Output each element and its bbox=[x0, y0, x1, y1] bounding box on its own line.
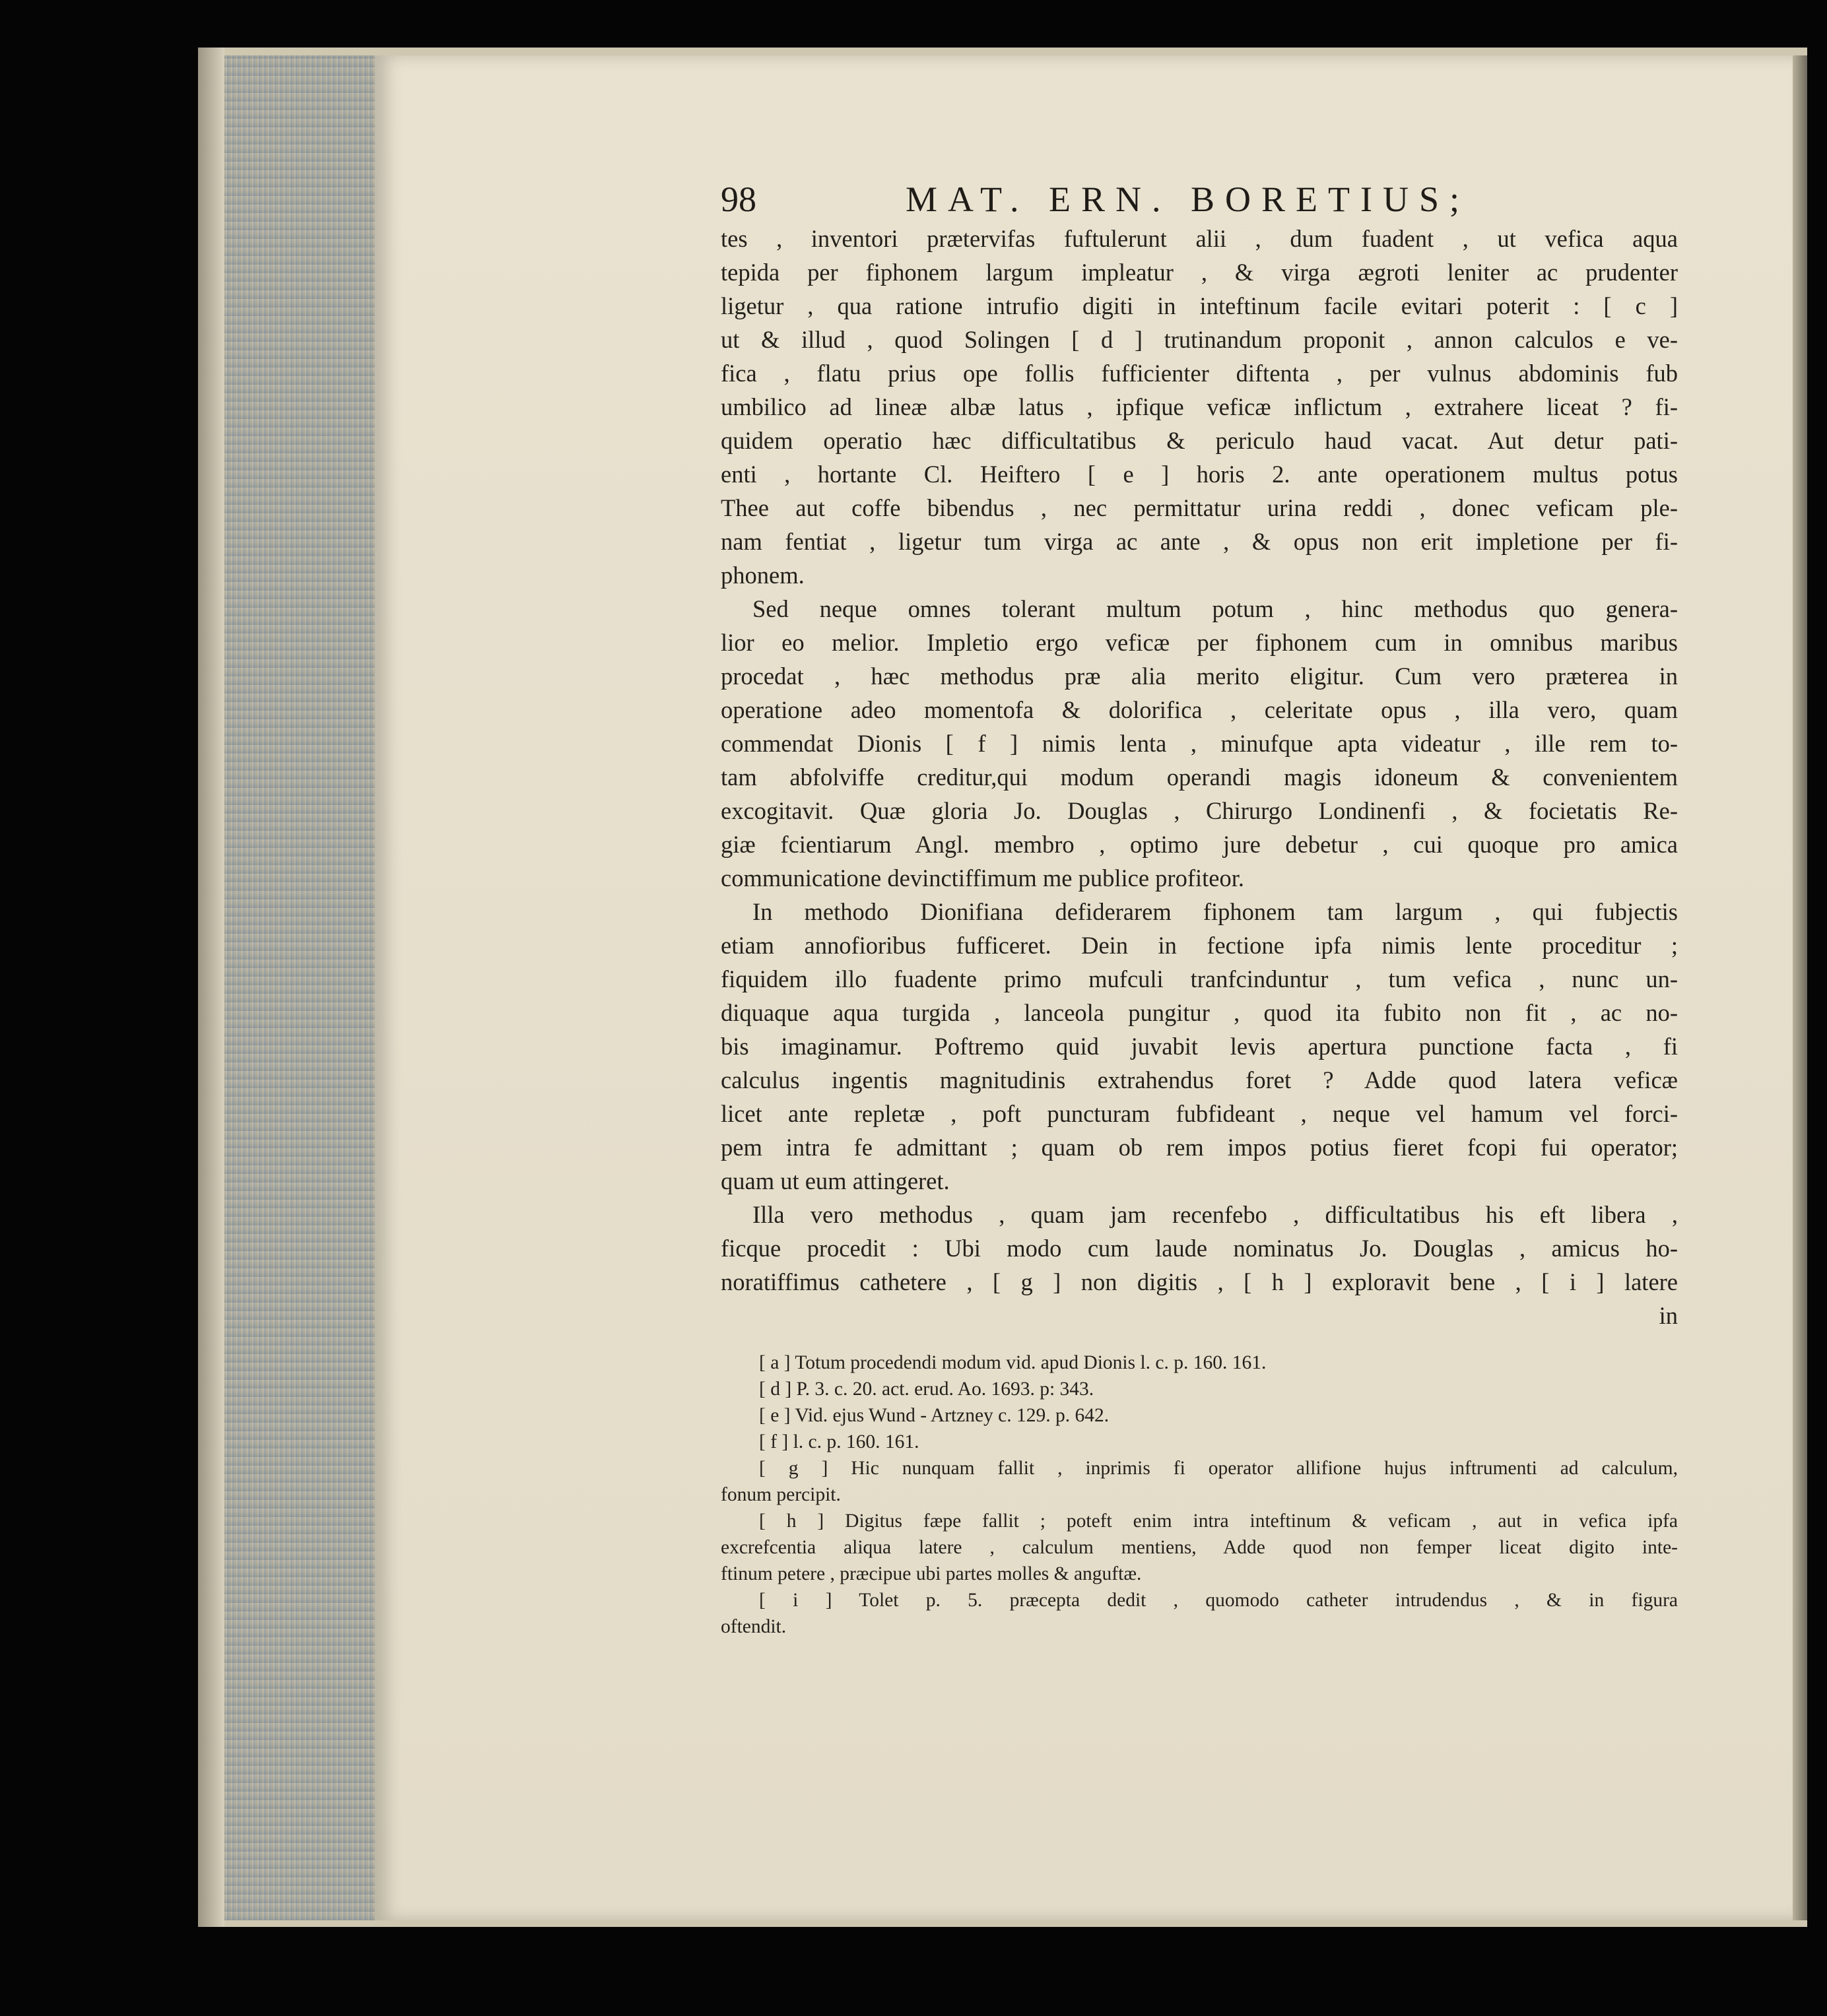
text-line: nam fentiat , ligetur tum virga ac ante , & opus non erit impletione per fi- bbox=[721, 528, 1678, 555]
text-line: procedat , hæc methodus præ alia merito eligitur. Cum vero præterea in bbox=[721, 663, 1678, 690]
text-line: ficque procedit : Ubi modo cum laude nominatus Jo. Douglas , amicus ho- bbox=[721, 1235, 1678, 1262]
text-line: umbilico ad lineæ albæ latus , ipfique veficæ inflictum , extrahere liceat ? fi- bbox=[721, 393, 1678, 420]
text-line: bis imaginamur. Poftremo quid juvabit levis apertura punctione facta , fi bbox=[721, 1033, 1678, 1060]
text-line: giæ fcientiarum Angl. membro , optimo jure debetur , cui quoque pro amica bbox=[721, 831, 1678, 858]
footnote-line: [ h ] Digitus fæpe fallit ; poteft enim intra inteftinum & veficam , aut in vefica ipfa bbox=[759, 1511, 1678, 1532]
catchword: in bbox=[1659, 1302, 1678, 1329]
footnote-line: [ e ] Vid. ejus Wund - Artzney c. 129. p. 642. bbox=[759, 1405, 1110, 1426]
text-line: commendat Dionis [ f ] nimis lenta , minufque apta videatur , ille rem to- bbox=[721, 730, 1678, 757]
text-line: Sed neque omnes tolerant multum potum , hinc methodus quo genera- bbox=[752, 595, 1678, 622]
footnote-line: [ a ] Totum procedendi modum vid. apud Dionis l. c. p. 160. 161. bbox=[759, 1352, 1267, 1373]
text-line: enti , hortante Cl. Heiftero [ e ] horis 2. ante operationem multus potus bbox=[721, 461, 1678, 488]
text-line: In methodo Dionifiana defiderarem fiphonem tam largum , qui fubjectis bbox=[752, 898, 1678, 925]
page-edges bbox=[224, 55, 375, 1920]
text-line: quidem operatio hæc difficultatibus & periculo haud vacat. Aut detur pati- bbox=[721, 427, 1678, 454]
text-line: operatione adeo momentofa & dolorifica , celeritate opus , illa vero, quam bbox=[721, 696, 1678, 723]
text-line: fiquidem illo fuadente primo mufculi tranfcinduntur , tum vefica , nunc un- bbox=[721, 965, 1678, 992]
text-line: noratiffimus cathetere , [ g ] non digitis , [ h ] exploravit bene , [ i ] latere bbox=[721, 1268, 1678, 1295]
footnotes bbox=[721, 1349, 1678, 1640]
text-line: communicatione devinctiffimum me publice profiteor. bbox=[721, 864, 1244, 892]
footnote-line: [ i ] Tolet p. 5. præcepta dedit , quomodo catheter intrudendus , & in figura bbox=[759, 1590, 1678, 1611]
page-gutter-shadow bbox=[1793, 55, 1807, 1920]
main-text bbox=[721, 222, 1678, 1332]
text-line: tam abfolviffe creditur,qui modum operandi magis idoneum & convenientem bbox=[721, 764, 1678, 791]
page-number: 98 bbox=[721, 179, 756, 219]
text-line: tes , inventori prætervifas fuftulerunt alii , dum fuadent , ut vefica aqua bbox=[721, 225, 1678, 252]
text-line: diquaque aqua turgida , lanceola pungitur , quod ita fubito non fit , ac no- bbox=[721, 999, 1678, 1026]
text-line: excogitavit. Quæ gloria Jo. Douglas , Chirurgo Londinenfi , & focietatis Re- bbox=[721, 797, 1678, 824]
footnote-line: ftinum petere , præcipue ubi partes molles & anguftæ. bbox=[721, 1563, 1142, 1584]
footnote-line: [ d ] P. 3. c. 20. act. erud. Ao. 1693. p: 343. bbox=[759, 1379, 1094, 1400]
footnote-line: oftendit. bbox=[721, 1616, 787, 1637]
page-header bbox=[721, 179, 1684, 219]
footnote-line: [ f ] l. c. p. 160. 161. bbox=[759, 1431, 919, 1452]
text-line: quam ut eum attingeret. bbox=[721, 1167, 950, 1194]
text-line: pem intra fe admittant ; quam ob rem impos potius fieret fcopi fui operator; bbox=[721, 1134, 1678, 1161]
text-line: tepida per fiphonem largum impleatur , & virga ægroti leniter ac prudenter bbox=[721, 259, 1678, 286]
text-line: etiam annofioribus fufficeret. Dein in fectione ipfa nimis lente proceditur ; bbox=[721, 932, 1678, 959]
text-line: phonem. bbox=[721, 562, 805, 589]
running-head: MAT. ERN. BORETIUS; bbox=[906, 179, 1471, 219]
text-line: Thee aut coffe bibendus , nec permittatur urina reddi , donec veficam ple- bbox=[721, 494, 1678, 521]
text-line: lior eo melior. Impletio ergo veficæ per fiphonem cum in omnibus maribus bbox=[721, 629, 1678, 656]
text-line: calculus ingentis magnitudinis extrahendus foret ? Adde quod latera veficæ bbox=[721, 1066, 1678, 1093]
text-line: fica , flatu prius ope follis fufficienter diftenta , per vulnus abdominis fub bbox=[721, 360, 1678, 387]
binding-fold bbox=[198, 48, 224, 1927]
text-line: ut & illud , quod Solingen [ d ] trutinandum proponit , annon calculos e ve- bbox=[721, 326, 1678, 353]
text-line: ligetur , qua ratione intrufio digiti in inteftinum facile evitari poterit : [ c ] bbox=[721, 292, 1678, 319]
footnote-line: fonum percipit. bbox=[721, 1484, 841, 1505]
text-line: Illa vero methodus , quam jam recenfebo , difficultatibus his eft libera , bbox=[752, 1201, 1678, 1228]
text-line: licet ante repletæ , poft puncturam fubfideant , neque vel hamum vel forci- bbox=[721, 1100, 1678, 1127]
footnote-line: excrefcentia aliqua latere , calculum mentiens, Adde quod non femper liceat digito inte- bbox=[721, 1537, 1678, 1558]
footnote-line: [ g ] Hic nunquam fallit , inprimis fi operator allifione hujus inftrumenti ad calculum, bbox=[759, 1458, 1678, 1479]
